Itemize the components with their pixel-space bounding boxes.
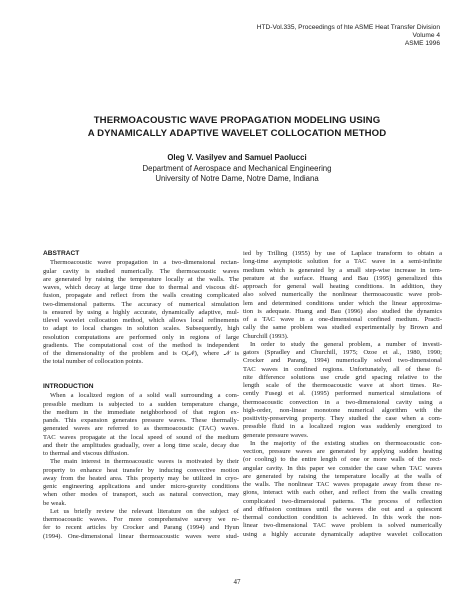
body-line: Churchill (1993). <box>243 332 289 340</box>
body-line: cally the same problem was studied experimentally by Brown and <box>243 324 442 332</box>
paper-title <box>0 115 474 140</box>
introduction-line: generated waves are referred to as thermoacoustic (TAC) waves. <box>43 425 239 433</box>
introduction-line: The main interest in thermoacoustic waves is motivated by their <box>50 458 239 466</box>
body-line: tion is adequate. Huang and Bau (1996) also studied the dynamics <box>243 307 442 315</box>
body-line: approach for general wall heating conditions. In addition, they <box>243 283 442 290</box>
abstract-body <box>43 259 239 366</box>
introduction-line: away from the heated area. This property may be utilized in cryo- <box>43 474 239 482</box>
abstract-line: fusion, propagate and reflect from the walls creating complicated <box>43 292 239 300</box>
body-line: are generated by raising the temperature locally at the walls of <box>243 472 442 480</box>
introduction-line: when other modes of transport, such as natural convection, may <box>43 491 239 499</box>
body-line: medium which is generated by a small step-wise increase in tem- <box>243 266 442 274</box>
introduction-heading: INTRODUCTION <box>43 383 94 390</box>
body-line: gators (Spradley and Churchill, 1975; Ozoe et al., 1980, 1990; <box>243 349 442 356</box>
body-line: positivity-preserving property. They studied the case when a com- <box>243 415 442 422</box>
body-line: In order to study the general problem, a number of investi- <box>250 340 442 348</box>
body-line: lem and determined conditions under which the linear approxima- <box>243 299 442 307</box>
introduction-line: TAC waves propagate at the local speed of sound of the medium <box>43 433 239 441</box>
body-line: Crocker and Parang, 1994) numerically solved two-dimensional <box>243 357 442 365</box>
title-line-1: THERMOACOUSTIC WAVE PROPAGATION MODELING USING <box>93 115 381 126</box>
body-line: length scale of the thermoacoustic wave at short times. Re- <box>243 382 442 389</box>
abstract-line: two-dimensional patterns. The accuracy of numerical simulation <box>43 300 239 308</box>
body-line: long-time asymptotic solution for a TAC wave in a semi-infinite <box>243 258 442 266</box>
introduction-body <box>43 392 239 541</box>
body-line: linear two-dimensional TAC wave problem is solved numerically <box>243 522 442 530</box>
introduction-line: Let us briefly review the relevant literature on the subject of <box>50 507 239 515</box>
author-names: Oleg V. Vasilyev and Samuel Paolucci <box>167 153 307 162</box>
body-line: angular cavity. In this paper we consider the case when TAC waves <box>243 464 442 472</box>
abstract-line: tilevel wavelet collocation method, which allows local refinements <box>43 317 239 324</box>
introduction-line: pressible medium is subjected to a sudden temperature change, <box>43 400 239 408</box>
body-line: (or cooling) to the entire length of one or more walls of the rect- <box>243 456 442 464</box>
body-line: gions, interact with each other, and reflect from the walls creating <box>243 489 442 497</box>
body-line: ied by Trilling (1955) by use of Laplace transform to obtain a <box>243 250 442 257</box>
abstract-line: waves, which decay at large time due to thermal and viscous dif- <box>43 284 239 291</box>
body-line: thermal conduction condition is achieved. In this work the non- <box>243 514 442 521</box>
abstract-line: are generated by raising the temperature locally at the walls. The <box>43 275 239 283</box>
body-line: of a TAC wave in a one-dimensional confined medium. Practi- <box>243 316 442 323</box>
introduction-line: be weak. <box>43 499 67 507</box>
body-line: thermoacoustic convection in a two-dimensional cavity using a <box>243 398 442 406</box>
header-line-1: HTD-Vol.335, Proceedings of hte ASME Heat Transfer Division <box>256 24 440 31</box>
introduction-line: to thermal and viscous diffusion. <box>43 450 129 457</box>
introduction-line: When a localized region of a solid wall surrounding a com- <box>50 392 239 400</box>
body-line: high-order, non-linear monotone numerical algorithm with the <box>243 406 442 414</box>
header-line-2: Volume 4 <box>412 32 440 40</box>
abstract-line: to adapt to local changes in solution scales. Subsequently, high <box>43 325 239 333</box>
affiliation-line-2: University of Notre Dame, Notre Dame, Indiana <box>155 174 319 184</box>
left-column <box>43 250 239 541</box>
body-line: using a highly accurate dynamically adaptive wavelet collocation <box>243 530 442 538</box>
body-line: cently Fusegi et al. (1995) performed numerical simulations of <box>243 390 442 398</box>
header-line-3: ASME 1996 <box>404 40 440 48</box>
abstract-line: the total number of collocation points. <box>43 358 143 366</box>
affiliation-line-1: Department of Aerospace and Mechanical Engineering <box>142 163 332 173</box>
introduction-line: (1994). One-dimensional linear thermoacoustic waves were stud- <box>43 532 239 540</box>
body-line: pressible fluid in a localized region was suddenly energized to <box>243 423 442 431</box>
body-line: In the majority of the existing studies on thermoacoustic con- <box>250 439 442 447</box>
body-line: nite difference solutions use crude grid spacing relative to the <box>243 373 442 381</box>
introduction-line: pands. This expansion generates pressure waves. These thermally- <box>43 417 239 424</box>
body-line: the walls. The nonlinear TAC waves propagate away from these re- <box>243 481 442 488</box>
abstract-line: of the dimensionality of the problem and is O(𝒩), where 𝒩 is <box>43 350 239 357</box>
abstract-line: resolution computations are performed only in regions of large <box>43 333 239 341</box>
introduction-line: and their the amplitudes gradually, over a long time scale, decay due <box>43 441 239 449</box>
abstract-line: Thermoacoustic wave propagation in a two-dimensional rectan- <box>50 259 239 267</box>
abstract-heading: ABSTRACT <box>43 250 80 257</box>
introduction-line: thermoacoustic waves. For more comprehensive survey we re- <box>43 516 239 523</box>
body-line: also solved numerically the nonlinear thermoacoustic wave prob- <box>243 291 442 299</box>
right-column <box>243 250 442 539</box>
body-line: generate pressure waves. <box>243 431 309 439</box>
introduction-line: the medium in the immediate neighborhood of that region ex- <box>43 408 239 416</box>
title-line-2: A DYNAMICALLY ADAPTIVE WAVELET COLLOCATION METHOD <box>87 127 387 139</box>
proceedings-header <box>257 24 440 49</box>
body-line: and diffusion continues until the waves die out and a quiescent <box>243 505 442 513</box>
body-line: vection, pressure waves are generated by applying sudden heating <box>243 448 442 455</box>
body-line: perature at the surface. Huang and Bau (1995) generalized this <box>243 274 442 282</box>
author-block <box>0 153 474 185</box>
page-number: 47 <box>233 578 241 586</box>
introduction-line: fer to recent articles by Crocker and Parang (1994) and Hyun <box>43 524 239 532</box>
body-line: TAC waves in confined regions. Unfortunately, all of these fi- <box>243 365 442 373</box>
abstract-line: is ensured by using a highly accurate, dynamically adaptive, mul- <box>43 308 239 316</box>
abstract-line: gradients. The computational cost of the method is independent <box>43 341 239 349</box>
body-line: complicated two-dimensional patterns. The process of reflection <box>243 497 442 505</box>
abstract-line: gular cavity is studied numerically. The thermoacoustic waves <box>43 267 239 275</box>
introduction-line: property to enhance heat transfer by inducing convective motion <box>43 466 239 474</box>
introduction-line: genic engineering applications and under micro-gravity conditions <box>43 483 239 490</box>
